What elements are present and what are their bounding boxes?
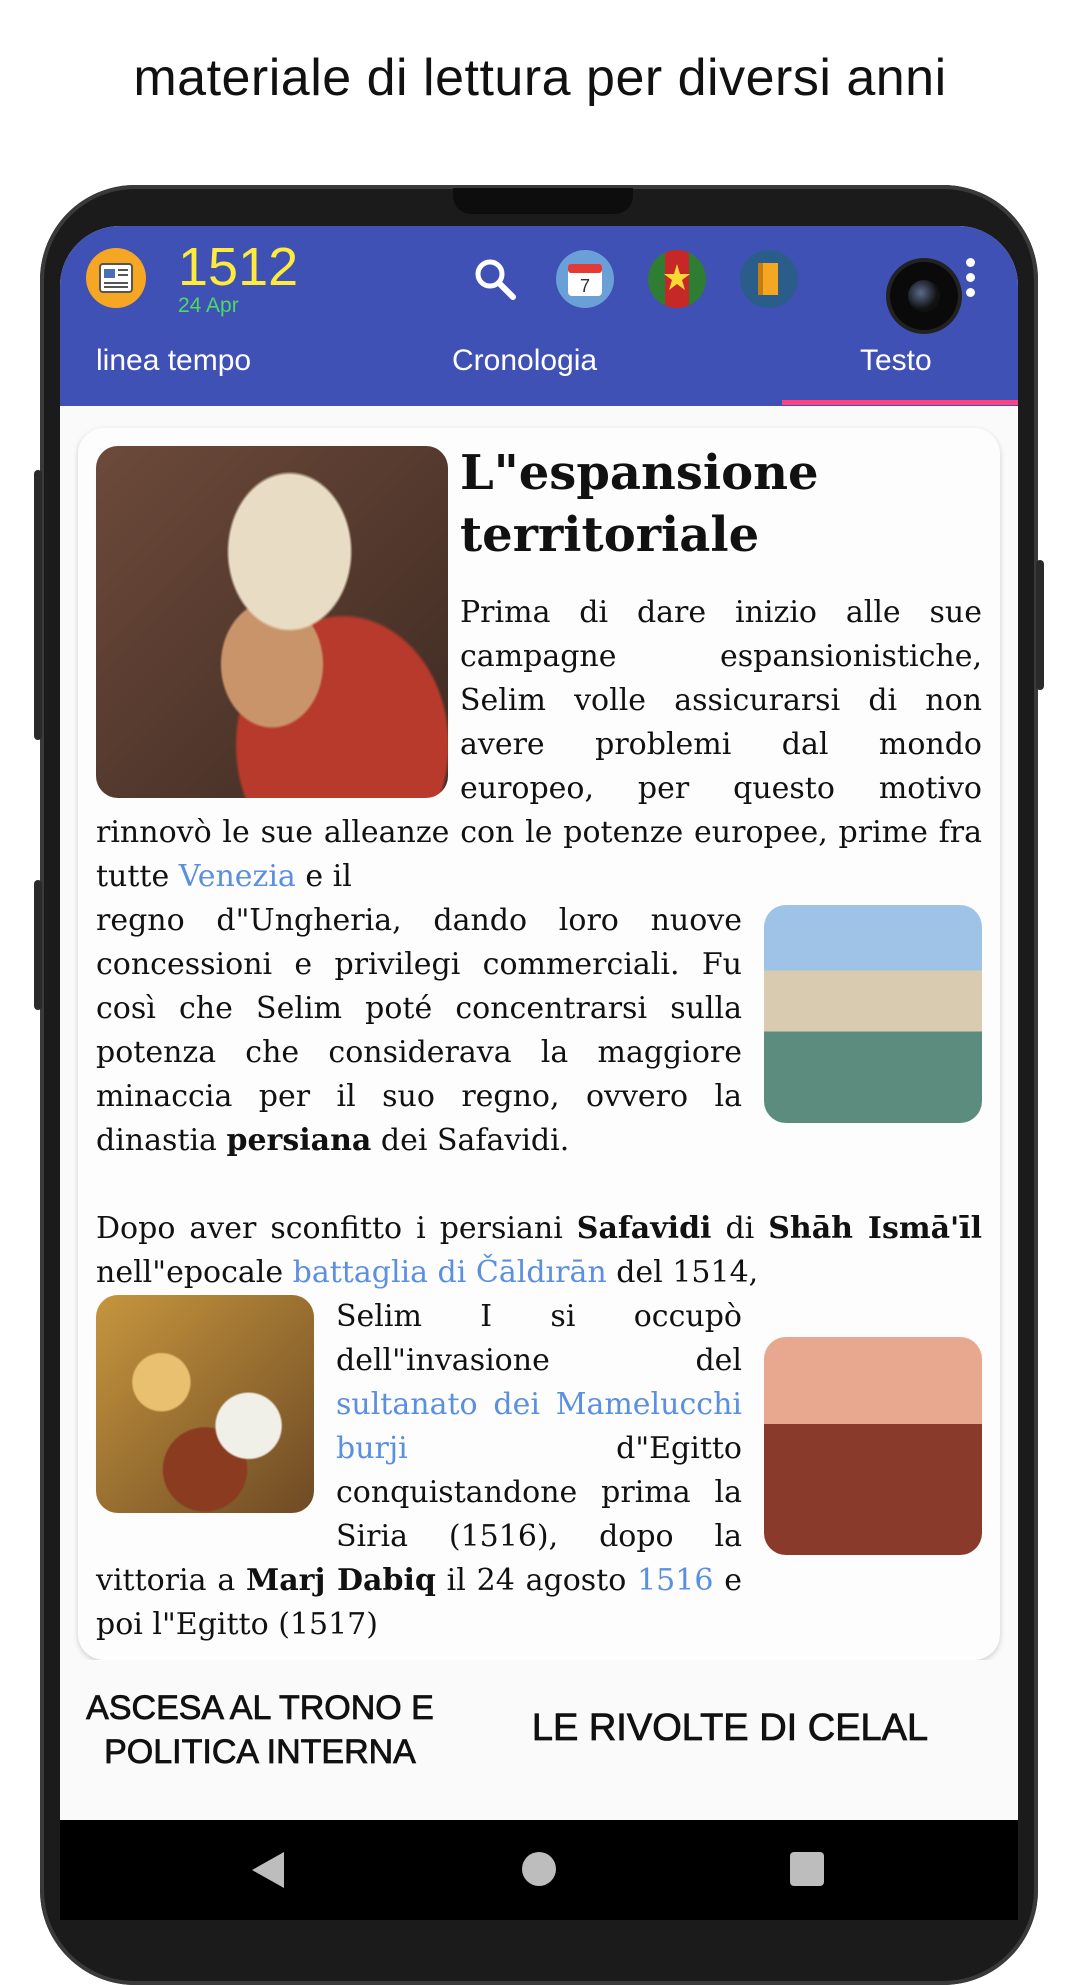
promo-caption: materiale di lettura per diversi anni xyxy=(133,49,947,107)
search-icon[interactable] xyxy=(466,250,524,308)
tab-linea-tempo[interactable]: linea tempo xyxy=(96,344,252,377)
back-icon[interactable] xyxy=(250,1850,286,1895)
link-venezia[interactable]: Venezia xyxy=(178,858,296,894)
next-article-button[interactable]: LE RIVOLTE DI CELAL xyxy=(531,1707,929,1749)
link-1516[interactable]: 1516 xyxy=(637,1562,714,1598)
calendar-icon[interactable] xyxy=(556,250,614,308)
venice-painting-image xyxy=(764,905,982,1123)
current-year[interactable]: 1512 xyxy=(178,237,299,297)
link-battaglia-caldiran[interactable]: battaglia di Čāldırān xyxy=(292,1254,607,1290)
system-navigation-bar xyxy=(60,1820,1018,1920)
book-icon[interactable] xyxy=(740,250,798,308)
article-body xyxy=(96,446,982,1647)
battle-painting-image xyxy=(96,1295,314,1513)
current-date: 24 Apr xyxy=(178,294,239,317)
sultan-portrait-image xyxy=(96,446,448,798)
app-bar xyxy=(60,226,1018,406)
mosque-image xyxy=(764,1337,982,1555)
calendar-day: 7 xyxy=(579,276,591,296)
previous-article-button[interactable]: ASCESA AL TRONO E POLITICA INTERNA xyxy=(86,1689,434,1771)
front-camera xyxy=(890,262,958,330)
phone-side-button xyxy=(34,880,42,1010)
article-paragraph: Selim I si occupò dell"invasione del sultanato dei Mamelucchi burji d"Egitto conquistandone prima la Siria (1516), dopo la vittoria a Marj Dabiq il 24 agosto 1516 e poi l"Egitto (1517) xyxy=(96,1298,743,1642)
phone-side-button xyxy=(1036,560,1044,690)
phone-screen xyxy=(60,226,1018,1920)
article-paragraph: Prima di dare inizio alle sue campagne espansionistiche, Selim volle assicurarsi di non avere problemi dal mondo europeo, per questo motivo rinnovò le sue alleanze con le potenze europee, prime fra tutte Venezia e il xyxy=(96,594,982,894)
more-vert-icon[interactable] xyxy=(960,254,980,304)
article-navigation xyxy=(60,1660,1018,1810)
phone-notch xyxy=(453,188,633,214)
home-icon[interactable] xyxy=(522,1852,556,1886)
link-sultanato-mamelucchi[interactable]: sultanato dei Mamelucchi burji xyxy=(336,1386,742,1466)
tab-testo[interactable]: Testo xyxy=(860,344,932,377)
newspaper-icon[interactable] xyxy=(86,248,146,308)
active-tab-indicator xyxy=(782,400,1018,405)
article-title: L"espansione territoriale xyxy=(460,445,819,564)
phone-side-button xyxy=(34,470,42,740)
flag-icon[interactable] xyxy=(648,250,706,308)
tab-cronologia[interactable]: Cronologia xyxy=(452,344,598,377)
article-paragraph: regno d"Ungheria, dando loro nuove concessioni e privilegi commerciali. Fu così che Selim poté concentrarsi sulla potenza che considerava la maggiore minaccia per il suo regno, ovvero la dinastia persiana dei Safavidi. xyxy=(96,902,742,1158)
article-paragraph: Dopo aver sconfitto i persiani Safavidi di Shāh Ismā'īl nell"epocale battaglia di Čāldırān del 1514, xyxy=(96,1210,982,1290)
article-card[interactable] xyxy=(78,428,1000,1660)
recents-icon[interactable] xyxy=(790,1852,824,1886)
